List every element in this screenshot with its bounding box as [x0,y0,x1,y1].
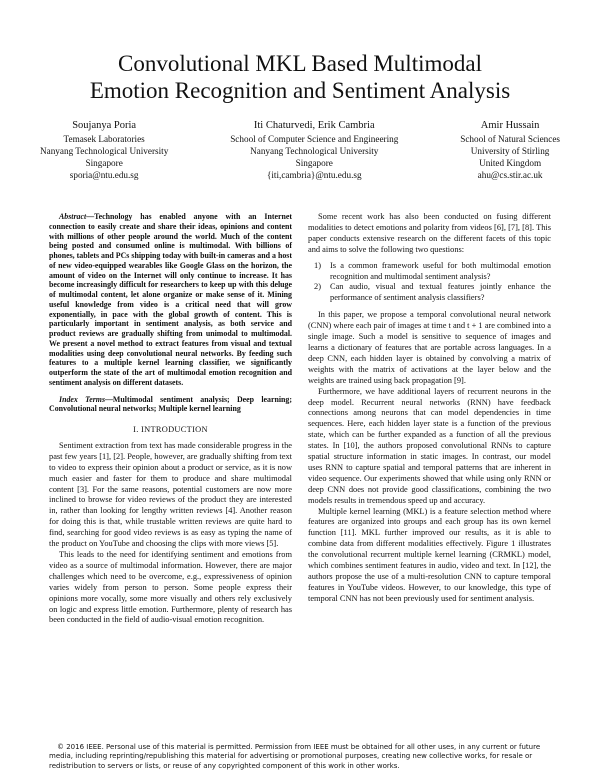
author-email: ahu@cs.stir.ac.uk [477,170,543,180]
author-location: Singapore [85,158,123,168]
author-email: {iti,cambria}@ntu.edu.sg [266,170,362,180]
abstract-label: Abstract [59,212,87,221]
author-chaturvedi-cambria [230,118,398,181]
abstract-text: —Technology has enabled anyone with an Internet connection to easily create and share their ideas, opinions and content with millions of other people around the world. Much of the content being posted and consumed online is multimodal. With billions of phones, tablets and PCs shipping today with built-in cameras and a host of new video-equipped wearables like Google Glass on the horizon, the amount of video on the Internet will only continue to increase. It has become increasingly difficult for researchers to keep up with this deluge of multimodal content, let alone organize or make sense of it. Mining useful knowledge from video is a critical need that will grow exponentially, in pace with the global growth of content. This is particularly important in sentiment analysis, as both service and product reviews are gradually shifting from unimodal to multimodal. We present a novel method to extract features from visual and textual modalities using deep convolutional neural networks. By feeding such features to a multiple kernel learning classifier, we significantly outperform the state of the art of multimodal emotion recognition and sentiment analysis on different datasets. [49,212,292,387]
author-location: United Kingdom [479,158,542,168]
list-item-text: Can audio, visual and textual features jointly enhance the performance of sentiment analysis classifiers? [330,282,551,303]
research-questions-list [308,261,551,305]
author-poria [40,118,168,181]
copyright-footer: © 2016 IEEE. Personal use of this material is permitted. Permission from IEEE must be obtained for all other uses, in any current or future media, including reprinting/republishing this material for advertising or promotional purposes, creating new collective works, for resale or redistribution to servers or lists, or reuse of any copyrighted component of this work in other works. [49,743,541,770]
abstract [49,212,292,388]
author-institution: University of Stirling [470,146,550,156]
title-line-2: Emotion Recognition and Sentiment Analysis [89,78,511,103]
left-column [49,212,292,626]
author-name: Soujanya Poria [72,120,137,131]
author-affiliation: Temasek Laboratories [63,134,145,144]
author-name: Iti Chaturvedi, Erik Cambria [253,120,375,131]
author-email: sporia@ntu.edu.sg [69,170,139,180]
intro-paragraph-2: This leads to the need for identifying sentiment and emotions from video as a source of multimodal information. However, there are major challenges which need to be overcome, e.g., expressiveness of opinion varies widely from person to person. Some people express their opinions more vocally, some more visually and others rely exclusively on logic and express little emotion. Furthermore, plenty of research has been conducted in the field of audio-visual emotion recognition. [49,549,292,625]
list-item [308,261,551,283]
index-terms [49,395,292,415]
list-item-number: 2) [314,282,321,292]
author-affiliation: School of Computer Science and Engineering [230,134,399,144]
right-paragraph-2: Furthermore, we have additional layers of recurrent neurons in the deep model. Recurrent neural networks (RNN) have feedback connections among neurons that can model dependencies in time sequences. Here, each hidden layer state is a function of the previous state, which can be further expanded as a function of all the previous states. In [10], the authors proposed convolutional RNNs to capture spatial structure information in static images. In contrast, our model uses RNN to capture spatial and temporal patterns that are inherent in video sequence. Our experiments showed that while using only RNN or deep CNN does not provide good classifications, combining the two models results in tremendous speed up and accuracy. [308,386,551,505]
author-institution: Nanyang Technological University [40,146,169,156]
author-block [40,118,560,181]
right-paragraph-1: In this paper, we propose a temporal convolutional neural network (CNN) where each pair of images at time t and t + 1 are combined into a single image. Such a model is sensitive to sequence of images and learns a dictionary of features that are portable across languages. In a deep CNN, each hidden layer is obtained by convolving a matrix of weights with the matrix of activations at the layer below and the weights are trained using back propagation [9]. [308,310,551,385]
right-intro-paragraph: Some recent work has also been conducted on fusing different modalities to detect emotions and polarity from videos [6], [7], [8]. This paper conducts extensive research on the different facets of this topic and aims to solve the following two questions: [308,212,551,254]
list-item-number: 1) [314,260,321,270]
author-institution: Nanyang Technological University [250,146,379,156]
index-terms-text: —Multimodal sentiment analysis; Deep learning; Convolutional neural networks; Multiple kernel learning [49,394,293,414]
list-item [308,282,551,304]
author-hussain [460,118,560,181]
author-location: Singapore [295,158,333,168]
index-terms-label: Index Terms [59,394,106,404]
title-line-1: Convolutional MKL Based Multimodal [118,51,482,76]
paper-title [0,50,600,104]
author-affiliation: School of Natural Sciences [460,134,560,144]
right-paragraph-3: Multiple kernel learning (MKL) is a feature selection method where features are organized into groups and each group has its own kernel function [11]. MKL further improved our results, as it is able to combine data from different modalities effectively. Figure 1 illustrates the convolutional recurrent multiple kernel learning (CRMKL) model, which combines sentiment features in audio, video and text. In [12], the authors propose the use of a multi-resolution CNN to capture temporal features in YouTube videos. However, to our knowledge, this type of temporal CNN has not been previously used for sentiment analysis. [308,506,551,603]
right-column [308,212,551,605]
section-heading-introduction: I. INTRODUCTION [133,425,208,434]
list-item-text: Is a common framework useful for both multimodal emotion recognition and multimodal sentiment analysis? [330,260,551,281]
intro-paragraph-1: Sentiment extraction from text has made considerable progress in the past few years [1], [2]. People, however, are gradually shifting from text to video to express their opinion about a product or service, as it is now much easier and faster for them to produce and share multimodal content [3]. For the same reasons, potential customers are now more inclined to browse for video reviews of the product they are interested in, rather than looking for lengthy written reviews [4]. Another reason for doing this is that, while trustable written reviews are quite hard to find, searching for good video reviews is as easy as typing the name of the product on YouTube and choosing the clips with more views [5]. [49,440,292,549]
author-name: Amir Hussain [480,120,540,131]
